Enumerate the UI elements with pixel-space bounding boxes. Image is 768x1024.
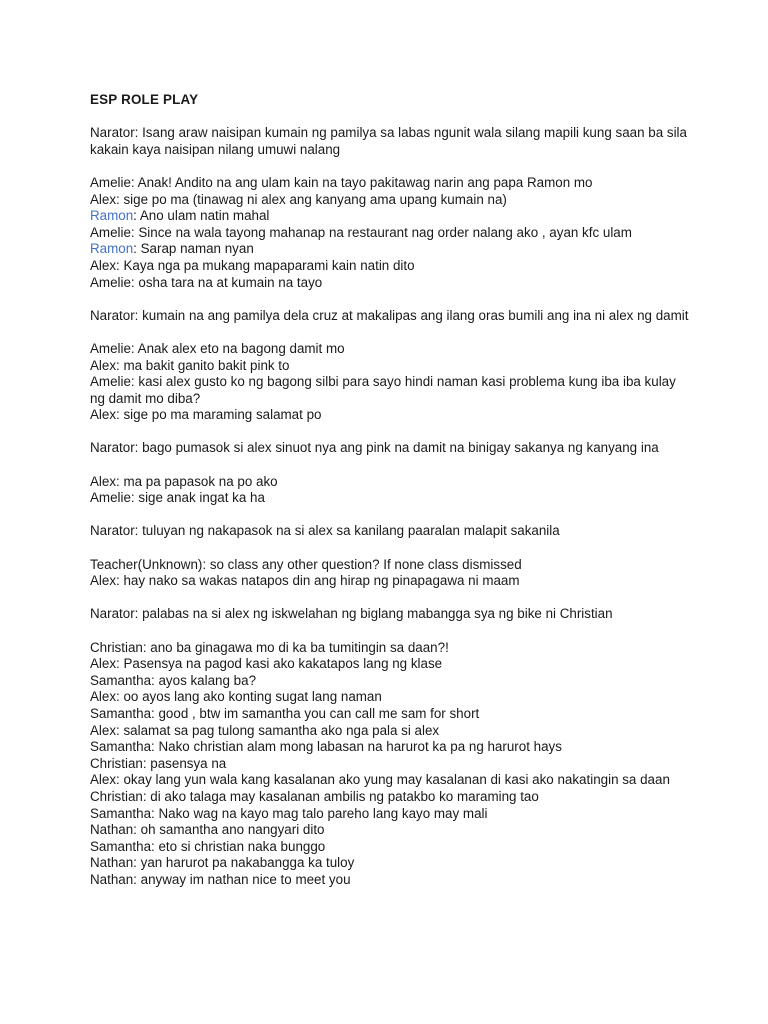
narration-line: Narator: bago pumasok si alex sinuot nya ang pink na damit na binigay sakanya ng kanyang ina — [90, 440, 659, 456]
dialogue-line: Samantha: good , btw im samantha you can call me sam for short — [90, 705, 480, 721]
dialogue-line — [90, 241, 728, 258]
narration-paragraph — [90, 308, 728, 325]
narration-paragraph — [90, 523, 728, 540]
dialogue-line — [90, 208, 728, 225]
dialogue-block — [90, 557, 728, 590]
dialogue-line: Christian: di ako talaga may kasalanan ambilis ng patakbo ko maraming tao — [90, 788, 539, 804]
speaker-name-ramon: Ramon — [90, 241, 134, 257]
dialogue-line: Alex: Kaya nga pa mukang mapaparami kain natin dito — [90, 257, 415, 273]
speaker-name-ramon: Ramon — [90, 208, 134, 224]
dialogue-line: Amelie: sige anak ingat ka ha — [90, 490, 265, 506]
dialogue-line: Alex: ma bakit ganito bakit pink to — [90, 357, 290, 373]
dialogue-block — [90, 341, 728, 424]
dialogue-line: Amelie: kasi alex gusto ko ng bagong silbi para sayo hindi naman kasi problema kung iba iba kulay ng damit mo diba? — [90, 374, 676, 406]
dialogue-line: Samantha: Nako wag na kayo mag talo pareho lang kayo may mali — [90, 805, 488, 821]
dialogue-line: Alex: oo ayos lang ako konting sugat lang naman — [90, 689, 382, 705]
narration-paragraph — [90, 125, 728, 158]
narration-line: Narator: kumain na ang pamilya dela cruz at makalipas ang ilang oras bumili ang ina ni alex ng damit — [90, 307, 689, 323]
dialogue-line: Alex: sige po ma (tinawag ni alex ang kanyang ama upang kumain na) — [90, 191, 507, 207]
dialogue-text: : Sarap naman nyan — [133, 241, 254, 257]
dialogue-line: Nathan: anyway im nathan nice to meet you — [90, 871, 351, 887]
dialogue-line: Nathan: oh samantha ano nangyari dito — [90, 822, 325, 838]
narration-line: Narator: palabas na si alex ng iskwelahan ng biglang mabangga sya ng bike ni Christian — [90, 606, 613, 622]
dialogue-line: Samantha: ayos kalang ba? — [90, 672, 257, 688]
dialogue-line: Amelie: osha tara na at kumain na tayo — [90, 274, 323, 290]
narration-line: Narator: tuluyan ng nakapasok na si alex sa kanilang paaralan malapit sakanila — [90, 523, 560, 539]
dialogue-line: Christian: pasensya na — [90, 755, 227, 771]
dialogue-line: Amelie: Anak alex eto na bagong damit mo — [90, 340, 345, 356]
dialogue-line: Teacher(Unknown): so class any other question? If none class dismissed — [90, 556, 522, 572]
dialogue-block — [90, 474, 728, 507]
dialogue-line: Nathan: yan harurot pa nakabangga ka tuloy — [90, 855, 355, 871]
narration-line: Narator: Isang araw naisipan kumain ng pamilya sa labas ngunit wala silang mapili kung saan ba sila kakain kaya naisipan nilang umuwi nalang — [90, 125, 687, 157]
narration-paragraph — [90, 606, 728, 623]
dialogue-line: Samantha: Nako christian alam mong labasan na harurot ka pa ng harurot hays — [90, 739, 562, 755]
dialogue-block — [90, 175, 728, 291]
dialogue-line: Christian: ano ba ginagawa mo di ka ba tumitingin sa daan?! — [90, 639, 449, 655]
dialogue-line: Samantha: eto si christian naka bunggo — [90, 838, 326, 854]
dialogue-line: Alex: ma pa papasok na po ako — [90, 473, 278, 489]
dialogue-line: Alex: sige po ma maraming salamat po — [90, 407, 322, 423]
narration-paragraph — [90, 440, 728, 457]
dialogue-text: : Ano ulam natin mahal — [133, 208, 270, 224]
dialogue-line: Alex: hay nako sa wakas natapos din ang hirap ng pinapagawa ni maam — [90, 573, 520, 589]
dialogue-line: Amelie: Since na wala tayong mahanap na restaurant nag order nalang ako , ayan kfc ulam — [90, 224, 632, 240]
dialogue-line: Alex: okay lang yun wala kang kasalanan ako yung may kasalanan di kasi ako nakatingin sa daan — [90, 772, 670, 788]
dialogue-block — [90, 640, 728, 889]
dialogue-line: Alex: Pasensya na pagod kasi ako kakatapos lang ng klase — [90, 656, 443, 672]
document-title: ESP ROLE PLAY — [90, 92, 199, 107]
dialogue-line: Amelie: Anak! Andito na ang ulam kain na tayo pakitawag narin ang papa Ramon mo — [90, 174, 593, 190]
dialogue-line: Alex: salamat sa pag tulong samantha ako nga pala si alex — [90, 722, 440, 738]
